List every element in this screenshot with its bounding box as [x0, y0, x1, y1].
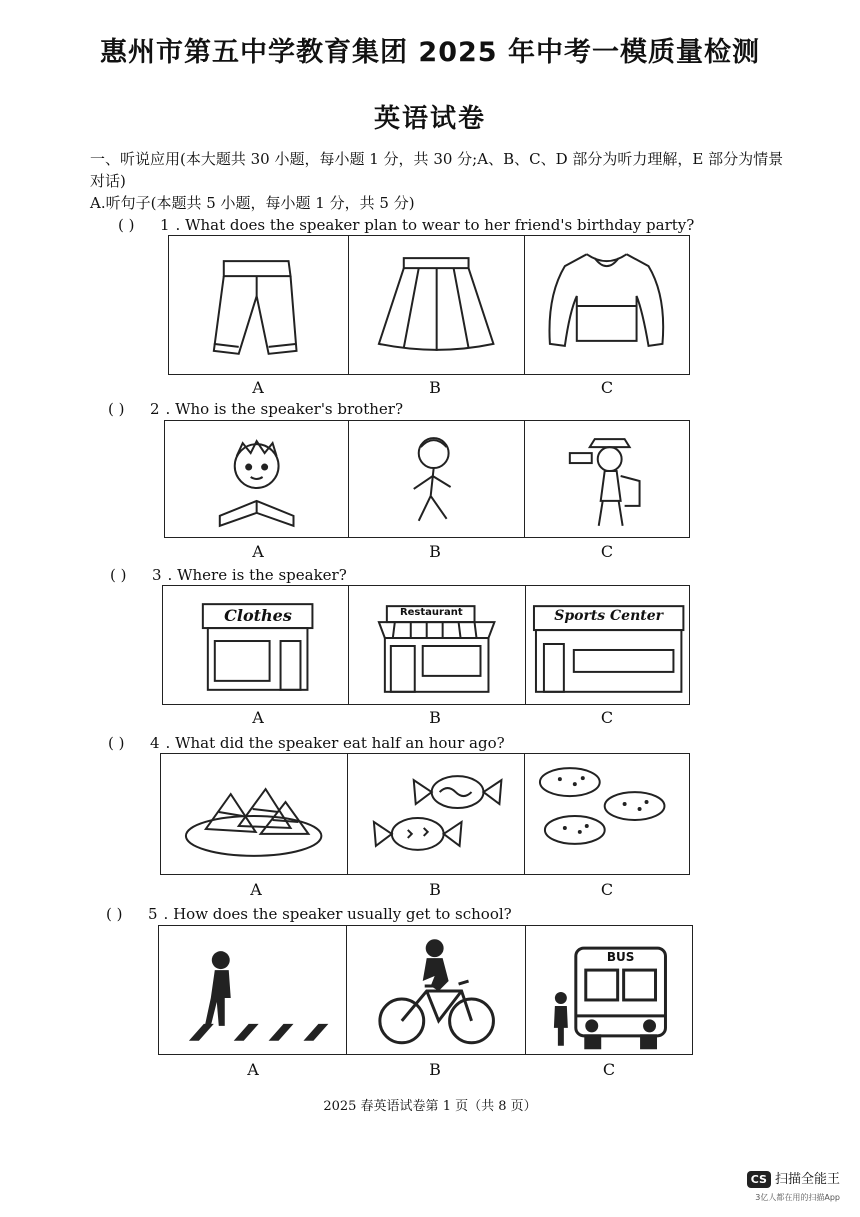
bus-icon	[526, 926, 692, 1054]
question-text: . What does the speaker plan to wear to her friend's birthday party?	[175, 216, 695, 234]
question-text: . Who is the speaker's brother?	[165, 400, 403, 418]
bus-sign: BUS	[606, 950, 635, 964]
question-2	[108, 400, 403, 418]
answer-blank[interactable]: ( )	[110, 566, 127, 584]
section-heading: 一、听说应用(本大题共 30 小题，每小题 1 分，共 30 分;A、B、C、D 部分为听力理解，E 部分为情景对话)	[90, 150, 784, 190]
answer-blank[interactable]: ( )	[106, 905, 123, 923]
option-label: A	[252, 542, 264, 561]
shop-sign: Sports Center	[554, 608, 664, 624]
question-text: . What did the speaker eat half an hour ago?	[165, 734, 505, 752]
option-label: C	[602, 1060, 616, 1079]
shop-sign: Clothes	[224, 606, 292, 625]
question-5	[106, 905, 512, 923]
candy-icon	[348, 754, 524, 874]
answer-blank[interactable]: ( )	[108, 734, 125, 752]
image-row-5	[158, 925, 693, 1055]
zongzi-icon	[161, 754, 348, 874]
option-label: B	[429, 708, 441, 727]
option-label: C	[600, 542, 614, 561]
image-row-2	[164, 420, 690, 538]
exam-subtitle: 英语试卷	[373, 104, 486, 134]
restaurant-icon	[349, 586, 525, 704]
question-text: . Where is the speaker?	[167, 566, 347, 584]
question-number: 3	[152, 566, 162, 584]
option-label: B	[429, 1060, 441, 1079]
option-label: B	[429, 542, 441, 561]
blouse-icon	[525, 236, 689, 374]
cookies-icon	[525, 754, 689, 874]
scanner-tagline: 3亿人都在用的扫描App	[755, 1193, 840, 1202]
question-number: 5	[148, 905, 158, 923]
option-label: A	[252, 378, 264, 397]
scanner-watermark	[747, 1168, 840, 1203]
option-label: B	[429, 880, 441, 899]
image-row-3	[162, 585, 690, 705]
shop-sign: Restaurant	[399, 607, 463, 618]
image-row-1	[168, 235, 690, 375]
scanner-logo: CS	[747, 1171, 771, 1188]
clothes-shop-icon	[163, 586, 349, 704]
trousers-icon	[169, 236, 349, 374]
reading-boy-icon	[165, 421, 349, 537]
option-label: A	[252, 708, 264, 727]
option-label: C	[600, 708, 614, 727]
option-label: C	[600, 378, 614, 397]
question-number: 2	[150, 400, 160, 418]
option-label: B	[429, 378, 441, 397]
exam-title: 惠州市第五中学教育集团 2025 年中考一模质量检测	[100, 37, 760, 68]
walking-icon	[159, 926, 347, 1054]
part-a-heading: A.听句子(本题共 5 小题，每小题 1 分，共 5 分)	[90, 194, 415, 212]
answer-blank[interactable]: ( )	[108, 400, 125, 418]
image-row-4	[160, 753, 690, 875]
question-1	[118, 216, 694, 234]
skirt-icon	[349, 236, 524, 374]
question-4	[108, 734, 505, 752]
sports-center-icon	[526, 586, 689, 704]
question-number: 4	[150, 734, 160, 752]
option-label: A	[250, 880, 262, 899]
option-label: C	[600, 880, 614, 899]
question-text: . How does the speaker usually get to school?	[163, 905, 512, 923]
answer-blank[interactable]: ( )	[118, 216, 135, 234]
question-number: 1	[160, 216, 170, 234]
binoculars-boy-icon	[525, 421, 689, 537]
question-3	[110, 566, 347, 584]
scanner-name: 扫描全能王	[774, 1172, 840, 1187]
running-boy-icon	[349, 421, 524, 537]
bicycle-icon	[347, 926, 525, 1054]
option-label: A	[247, 1060, 259, 1079]
page-footer: 2025 春英语试卷第 1 页（共 8 页）	[323, 1099, 537, 1114]
